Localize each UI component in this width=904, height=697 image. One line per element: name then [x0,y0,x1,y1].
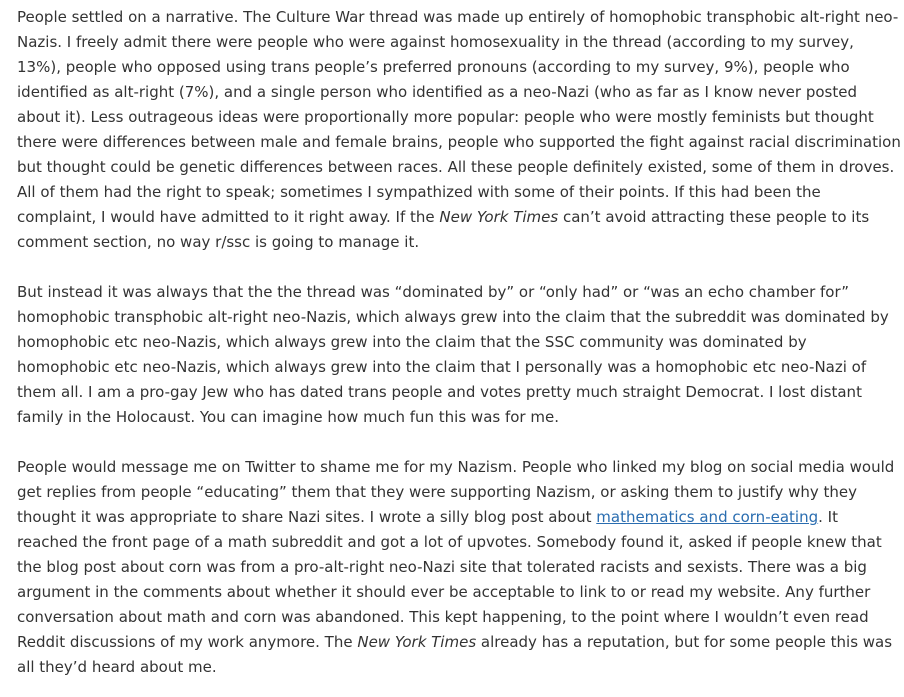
paragraph-2 [17,280,901,430]
paragraph-text: can’t avoid attracting these people to its comment section, no way r/ssc is going to manage it. [17,208,870,251]
mathematics-corn-eating-link[interactable]: mathematics and corn-eating [596,508,819,526]
publication-name: New York Times [357,633,477,651]
paragraph-text: People would message me on Twitter to shame me for my Nazism. People who linked my blog on social media would get replies from people “educating” them that they were supporting Nazism, or asking them to justify why they thought it was appropriate to share Nazi sites. I wrote a silly blog post about [17,458,895,526]
paragraph-text: . It reached the front page of a math subreddit and got a lot of upvotes. Somebody found it, asked if people knew that the blog post about corn was from a pro-alt-right neo-Nazi site that tolerated racists and sexists. There was a big argument in the comments about whether it should ever be acceptable to link to or read my website. Any further conversation about math and corn was abandoned. This kept happening, to the point where I wouldn’t even read Reddit discussions of my work anymore. The [17,508,882,651]
paragraph-text: already has a reputation, but for some people this was all they’d heard about me. [17,633,893,676]
paragraph-text: But instead it was always that the the thread was “dominated by” or “only had” or “was an echo chamber for” homophobic transphobic alt-right neo-Nazis, which always grew into the claim that the subreddit was dominated by homophobic etc neo-Nazis, which always grew into the claim that the SSC community was dominated by homophobic etc neo-Nazis, which always grew into the claim that I personally was a homophobic etc neo-Nazi of them all. I am a pro-gay Jew who has dated trans people and votes pretty much straight Democrat. I lost distant family in the Holocaust. You can imagine how much fun this was for me. [17,283,889,426]
publication-name: New York Times [439,208,559,226]
paragraph-text: People settled on a narrative. The Culture War thread was made up entirely of homophobic transphobic alt-right neo-Nazis. I freely admit there were people who were against homosexuality in the thread (according to my survey, 13%), people who opposed using trans people’s preferred pronouns (according to my survey, 9%), people who identified as alt-right (7%), and a single person who identified as a neo-Nazi (who as far as I know never posted about it). Less outrageous ideas were proportionally more popular: people who were mostly feminists but thought there were differences between male and female brains, people who supported the fight against racial discrimination but thought could be genetic differences between races. All these people definitely existed, some of them in droves. All of them had the right to speak; sometimes I sympathized with some of their points. If this had been the complaint, I would have admitted to it right away. If the [17,8,901,226]
paragraph-3 [17,455,901,680]
paragraph-1 [17,5,901,255]
article-body [17,5,901,680]
